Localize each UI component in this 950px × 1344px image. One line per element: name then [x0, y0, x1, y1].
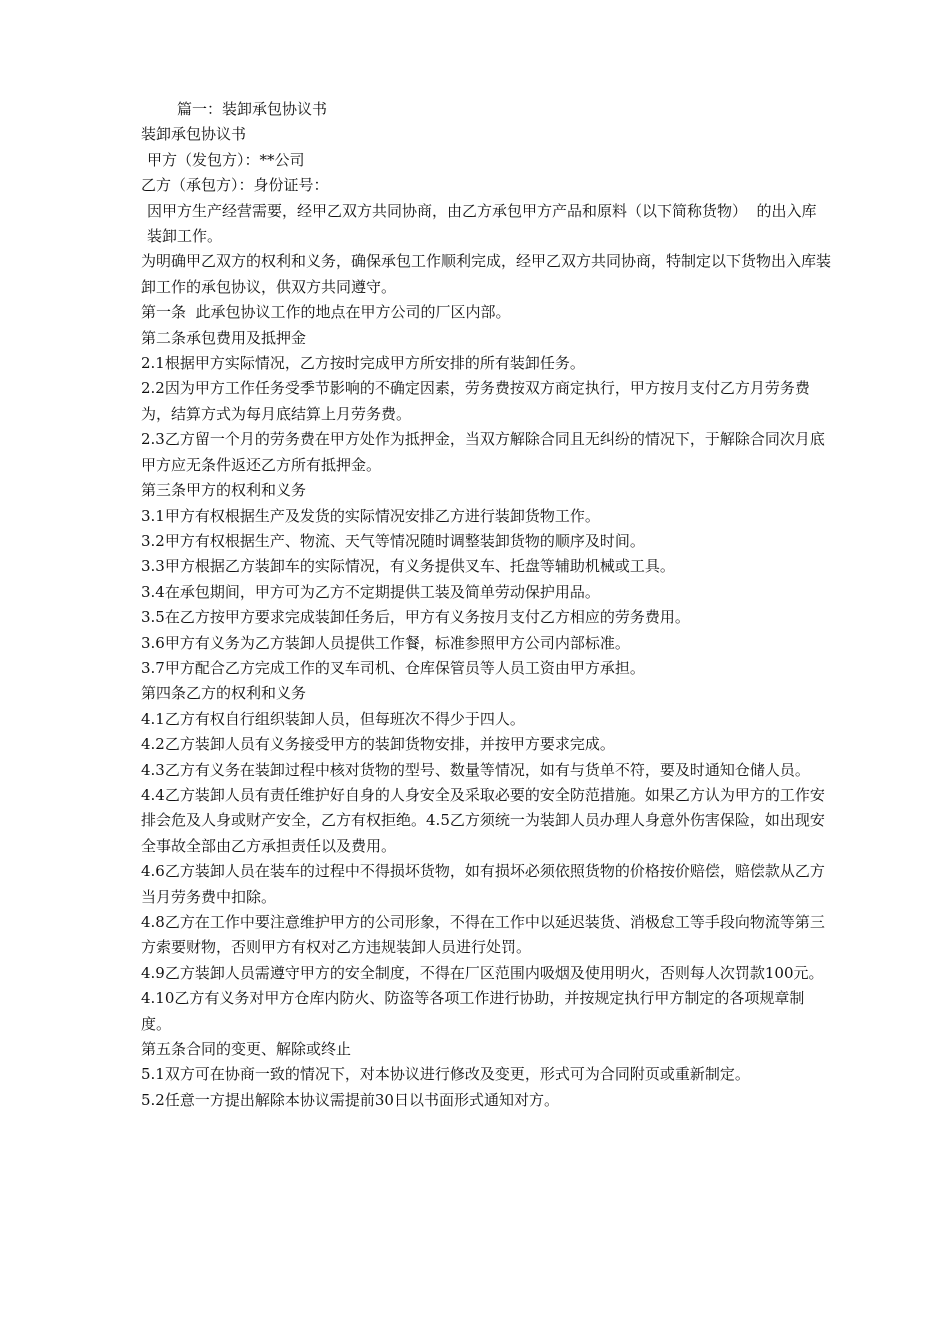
- document-title: 装卸承包协议书: [141, 125, 247, 144]
- clause-3-2: 3.2甲方有权根据生产、物流、天气等情况随时调整装卸货物的顺序及时间。: [141, 531, 645, 550]
- clause-2-2: 2.2因为甲方工作任务受季节影响的不确定因素，劳务费按双方商定执行，甲方按月支付乙方月劳务费为，结算方式为每月底结算上月劳务费。: [141, 379, 810, 423]
- clause-4-10: 4.10乙方有义务对甲方仓库内防火、防盗等各项工作进行协助，并按规定执行甲方制定的各项规章制度。: [141, 989, 805, 1033]
- clause-3-6: 3.6甲方有义务为乙方装卸人员提供工作餐，标准参照甲方公司内部标准。: [141, 633, 630, 652]
- party-b: 乙方（承包方）：身份证号：: [141, 176, 329, 195]
- clause-4-6: 4.6乙方装卸人员在装车的过程中不得损坏货物，如有损坏必须依照货物的价格按价赔偿，赔偿款从乙方当月劳务费中扣除。: [141, 862, 825, 906]
- article-2-heading: 第二条承包费用及抵押金: [141, 328, 307, 347]
- clause-2-1: 2.1根据甲方实际情况，乙方按时完成甲方所安排的所有装卸任务。: [141, 354, 585, 373]
- clause-2-3: 2.3乙方留一个月的劳务费在甲方处作为抵押金，当双方解除合同且无纠纷的情况下，于解除合同次月底甲方应无条件返还乙方所有抵押金。: [141, 430, 825, 474]
- clause-5-1: 5.1双方可在协商一致的情况下，对本协议进行修改及变更，形式可为合同附页或重新制定。: [141, 1065, 750, 1084]
- clause-4-9: 4.9乙方装卸人员需遵守甲方的安全制度，不得在厂区范围内吸烟及使用明火，否则每人次罚款100元。: [141, 963, 824, 982]
- clause-5-2: 5.2任意一方提出解除本协议需提前30日以书面形式通知对方。: [141, 1090, 559, 1109]
- clause-4-8: 4.8乙方在工作中要注意维护甲方的公司形象，不得在工作中以延迟装货、消极怠工等手段向物流等第三方索要财物，否则甲方有权对乙方违规装卸人员进行处罚。: [141, 913, 825, 957]
- paragraph-intro: 因甲方生产经营需要，经甲乙双方共同协商，由乙方承包甲方产品和原料（以下简称货物） 的出入库装卸工作。: [147, 201, 817, 246]
- document-heading: 篇一：装卸承包协议书: [177, 100, 328, 118]
- clause-4-2: 4.2乙方装卸人员有义务接受甲方的装卸货物安排，并按甲方要求完成。: [141, 735, 615, 754]
- clause-4-3: 4.3乙方有义务在装卸过程中核对货物的型号、数量等情况，如有与货单不符，要及时通知仓储人员。: [141, 760, 810, 779]
- clause-3-4: 3.4在承包期间，甲方可为乙方不定期提供工装及简单劳动保护用品。: [141, 582, 600, 601]
- clause-4-1: 4.1乙方有权自行组织装卸人员，但每班次不得少于四人。: [141, 709, 525, 728]
- clause-3-7: 3.7甲方配合乙方完成工作的叉车司机、仓库保管员等人员工资由甲方承担。: [141, 658, 645, 677]
- clause-3-5: 3.5在乙方按甲方要求完成装卸任务后，甲方有义务按月支付乙方相应的劳务费用。: [141, 608, 690, 627]
- clause-3-3: 3.3甲方根据乙方装卸车的实际情况，有义务提供叉车、托盘等辅助机械或工具。: [141, 557, 675, 576]
- clause-3-1: 3.1甲方有权根据生产及发货的实际情况安排乙方进行装卸货物工作。: [141, 506, 600, 525]
- article-5-heading: 第五条合同的变更、解除或终止: [141, 1040, 352, 1059]
- article-1: 第一条 此承包协议工作的地点在甲方公司的厂区内部。: [141, 303, 511, 322]
- party-a: 甲方（发包方）：**公司: [147, 150, 305, 169]
- paragraph-purpose: 为明确甲乙双方的权利和义务，确保承包工作顺利完成，经甲乙双方共同协商，特制定以下货物出入库装卸工作的承包协议，供双方共同遵守。: [141, 252, 832, 296]
- article-3-heading: 第三条甲方的权利和义务: [141, 481, 307, 500]
- document-body: [141, 97, 831, 1113]
- article-4-heading: 第四条乙方的权利和义务: [141, 684, 307, 703]
- clause-4-4: 4.4乙方装卸人员有责任维护好自身的人身安全及采取必要的安全防范措施。如果乙方认为甲方的工作安排会危及人身或财产安全，乙方有权拒绝。4.5乙方须统一为装卸人员办理人身意外伤害保险，如出现安全事故全部由乙方承担责任以及费用。: [141, 785, 825, 855]
